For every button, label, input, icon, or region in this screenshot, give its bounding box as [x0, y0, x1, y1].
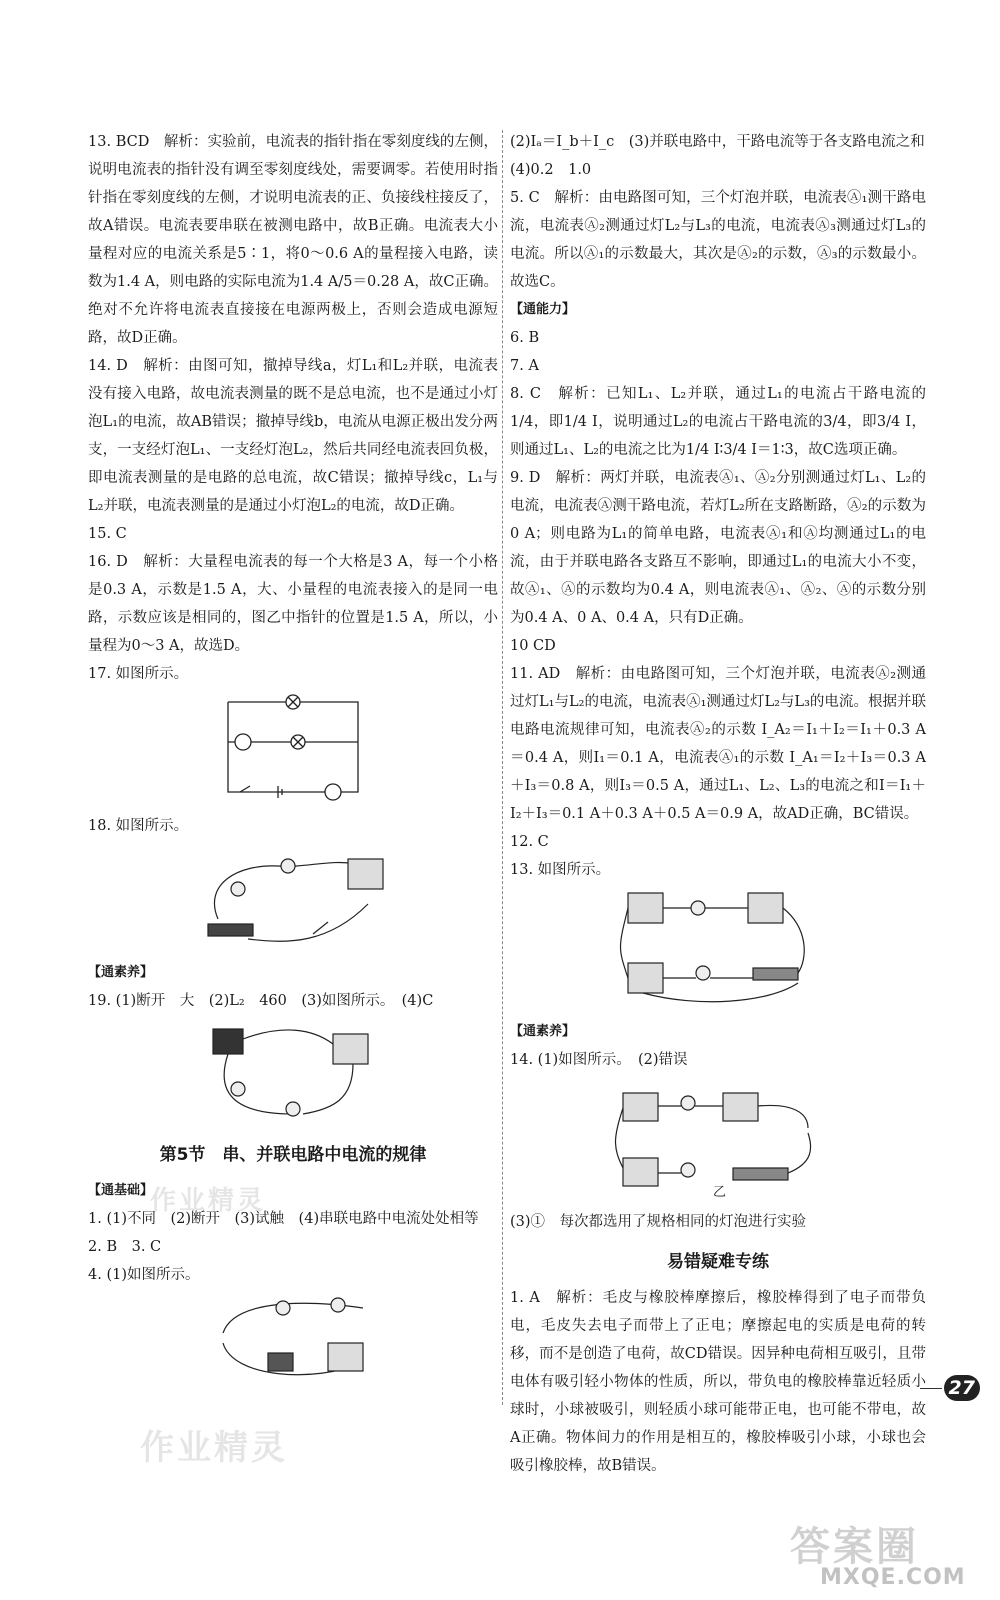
answer-15: 15. C	[88, 526, 127, 542]
answer-4: 4. (1)如图所示。	[88, 1267, 200, 1283]
page-number-dash	[920, 1388, 942, 1389]
special-answer-1: 1. A 解析：毛皮与橡胶棒摩擦后，橡胶棒得到了电子而带负电，毛皮失去电子而带上了正电；摩擦起电的实质是电荷的转移，而不是创造了电荷，故CD错误。因异种电荷相互吸引，且带电体有吸引轻小物体的性质，所以，带负电的橡胶棒靠近轻质小球时，小球被吸引，则轻质小球可能带正电，也可能不带电，故A正确。物体间力的作用是相互的，橡胶棒吸引小球，小球也会吸引橡胶棒，故B错误。	[510, 1290, 926, 1474]
circuit-diagram-17	[218, 692, 368, 802]
answer-19: 19. (1)断开 大 (2)L₂ 460 (3)如图所示。 (4)C	[88, 993, 434, 1009]
answer-18: 18. 如图所示。	[88, 818, 189, 834]
page-number	[920, 1375, 980, 1401]
watermark-2: 作业精灵	[140, 1428, 288, 1468]
answer-13-right: 13. 如图所示。	[510, 862, 611, 878]
watermark-1: 作业精灵	[150, 1186, 267, 1216]
answer-17: 17. 如图所示。	[88, 666, 189, 682]
watermark-3: 答案圈	[790, 1524, 919, 1570]
answer-16: 16. D 解析：大量程电流表的每一个大格是3 A，每一个小格是0.3 A，示数是1.5 A，大、小量程的电流表接入的是同一电路，示数应该是相同的，图乙中指针的位置是1.5 A，所以，小量程为0～3 A，故选D。	[88, 554, 498, 654]
physical-circuit-4	[213, 1293, 373, 1383]
answer-8: 8. C 解析：已知L₁、L₂并联，通过L₁的电流占干路电流的1/4，即1/4 I，说明通过L₂的电流占干路电流的3/4，即3/4 I，则通过L₁、L₂的电流之比为1/4 I∶3/4 I＝1∶3，故C选项正确。	[510, 386, 926, 458]
section-tongjichu: 【通基础】	[88, 1183, 154, 1198]
answer-10: 10 CD	[510, 638, 556, 654]
answer-13: 13. BCD 解析：实验前，电流表的指针指在零刻度线的左侧，说明电流表的指针没有调至零刻度线处，需要调零。若使用时指针指在零刻度线的左侧，才说明电流表的正、负接线柱接反了，故A错误。电流表要串联在被测电路中，故B正确。电流表大小量程对应的电流关系是5∶1，将0～0.6 A的量程接入电路，读数为1.4 A，则电路的实际电流为1.4 A/5＝0.28 A，故C正确。绝对不允许将电流表直接接在电源两极上，否则会造成电源短路，故D正确。	[88, 134, 498, 346]
answer-4-part4: (4)0.2 1.0	[510, 162, 592, 178]
page-number-value: 27	[944, 1375, 980, 1401]
answer-5: 5. C 解析：由电路图可知，三个灯泡并联，电流表Ⓐ₁测干路电流，电流表Ⓐ₂测通过灯L₂与L₃的电流，电流表Ⓐ₃测通过灯L₃的电流。所以Ⓐ₁的示数最大，其次是Ⓐ₂的示数，Ⓐ₃的示数最小。故选C。	[510, 190, 926, 290]
right-column	[510, 128, 926, 1480]
section-tongsuyang-right: 【通素养】	[510, 1024, 576, 1039]
special-practice-title: 易错疑难专练	[667, 1252, 769, 1272]
answer-11: 11. AD 解析：由电路图可知，三个灯泡并联，电流表Ⓐ₂测通过灯L₁与L₂的电流，电流表Ⓐ₁测通过灯L₂与L₃的电流。根据并联电路电流规律可知，电流表Ⓐ₂的示数 I_A₂＝I₁＋I₂＝I₁＋0.3 A＝0.4 A，则I₁＝0.1 A，电流表Ⓐ₁的示数 I_A₁＝I₂＋I₃＝0.3 A＋I₃＝0.8 A，则I₃＝0.5 A，通过L₁、L₂、L₃的电流之和I＝I₁＋I₂＋I₃＝0.1 A＋0.3 A＋0.5 A＝0.9 A，故AD正确，BC错误。	[510, 666, 926, 822]
answer-14-right: 14. (1)如图所示。 (2)错误	[510, 1052, 688, 1068]
answer-14-part3: (3)① 每次都选用了规格相同的灯泡进行实验	[510, 1214, 807, 1230]
section-tongsuyang-left: 【通素养】	[88, 965, 154, 980]
answer-1: 1. (1)不同 (2)断开 (3)试触 (4)串联电路中电流处处相等	[88, 1211, 479, 1227]
physical-circuit-13	[618, 888, 818, 1008]
answer-2-3: 2. B 3. C	[88, 1239, 162, 1255]
physical-circuit-19	[203, 1019, 383, 1129]
answer-7: 7. A	[510, 358, 539, 374]
physical-circuit-18	[198, 844, 388, 949]
answer-4-part2: (2)Iₐ＝I_b＋I_c (3)并联电路中，干路电流等于各支路电流之和	[510, 134, 925, 150]
figure-caption-yi: 乙	[713, 1185, 727, 1198]
column-divider	[502, 130, 503, 1405]
section-tongnengli: 【通能力】	[510, 302, 576, 317]
physical-circuit-14	[613, 1078, 823, 1198]
answer-14: 14. D 解析：由图可知，撤掉导线a，灯L₁和L₂并联，电流表没有接入电路，故电流表测量的既不是总电流，也不是通过小灯泡L₁的电流，故AB错误；撤掉导线b，电流从电源正极出发分两支，一支经灯泡L₁、一支经灯泡L₂，然后共同经电流表回负极，即电流表测量的是电路的总电流，故C错误；撤掉导线c，L₁与L₂并联，电流表测量的是通过小灯泡L₂的电流，故D正确。	[88, 358, 498, 514]
answer-12: 12. C	[510, 834, 549, 850]
answer-9: 9. D 解析：两灯并联，电流表Ⓐ₁、Ⓐ₂分别测通过灯L₁、L₂的电流，电流表Ⓐ测干路电流，若灯L₂所在支路断路，Ⓐ₂的示数为0 A；则电路为L₁的简单电路，电流表Ⓐ₁和Ⓐ均测通过L₁的电流，由于并联电路各支路互不影响，即通过L₁的电流大小不变，故Ⓐ₁、Ⓐ的示数均为0.4 A，则电流表Ⓐ₁、Ⓐ₂、Ⓐ的示数分别为0.4 A、0 A、0.4 A，只有D正确。	[510, 470, 926, 626]
watermark-4: MXQE.COM	[820, 1565, 966, 1590]
answer-6: 6. B	[510, 330, 540, 346]
chapter-title: 第5节 串、并联电路中电流的规律	[159, 1145, 427, 1165]
